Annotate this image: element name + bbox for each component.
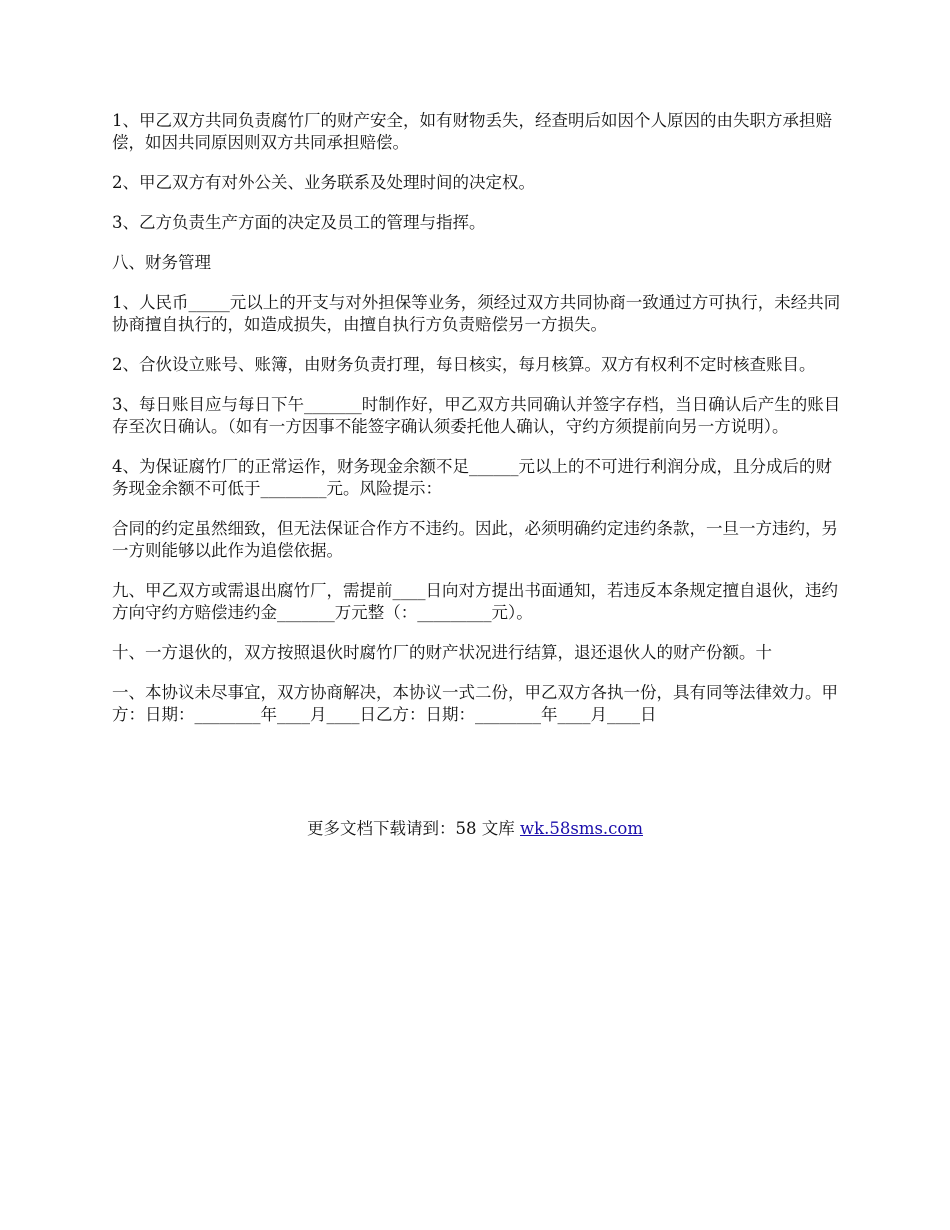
paragraph-settlement: 十、一方退伙的，双方按照退伙时腐竹厂的财产状况进行结算，退还退伙人的财产份额。十: [112, 643, 772, 662]
paragraph-finance-4: 4、为保证腐竹厂的正常运作，财务现金余额不足______元以上的不可进行利润分成，且分成后的财务现金余额不可低于________元。风险提示：: [112, 457, 832, 498]
paragraph-finance-3: 3、每日账目应与每日下午_______时制作好，甲乙双方共同确认并签字存档，当日确认后产生的账目存至次日确认。（如有一方因事不能签字确认须委托他人确认，守约方须提前向另一方说明）。: [112, 395, 841, 436]
footer: [0, 818, 950, 840]
paragraph-signature: 一、本协议未尽事宜，双方协商解决，本协议一式二份，甲乙双方各执一份，具有同等法律效力。甲方：日期：________年____月____日乙方：日期：________年____月____日: [112, 683, 838, 724]
footer-link[interactable]: wk.58sms.com: [519, 819, 643, 838]
section-heading-finance: 八、财务管理: [112, 253, 211, 272]
paragraph-3: 3、乙方负责生产方面的决定及员工的管理与指挥。: [112, 213, 486, 232]
paragraph-withdrawal: 九、甲乙双方或需退出腐竹厂，需提前____日向对方提出书面通知，若违反本条规定擅自退伙，违约方向守约方赔偿违约金_______万元整（：_________元）。: [112, 581, 838, 622]
footer-text: 更多文档下载请到：58 文库: [306, 819, 520, 838]
risk-note: 合同的约定虽然细致，但无法保证合作方不违约。因此，必须明确约定违约条款，一旦一方违约，另一方则能够以此作为追偿依据。: [112, 519, 838, 560]
document-body: [112, 110, 842, 744]
paragraph-1: 1、甲乙双方共同负责腐竹厂的财产安全，如有财物丢失，经查明后如因个人原因的由失职方承担赔偿，如因共同原因则双方共同承担赔偿。: [112, 111, 832, 152]
paragraph-finance-1: 1、人民币_____元以上的开支与对外担保等业务，须经过双方共同协商一致通过方可执行，未经共同协商擅自执行的，如造成损失，由擅自执行方负责赔偿另一方损失。: [112, 293, 841, 334]
paragraph-2: 2、甲乙双方有对外公关、业务联系及处理时间的决定权。: [112, 173, 535, 192]
paragraph-finance-2: 2、合伙设立账号、账簿，由财务负责打理，每日核实，每月核算。双方有权利不定时核查账目。: [112, 355, 816, 374]
